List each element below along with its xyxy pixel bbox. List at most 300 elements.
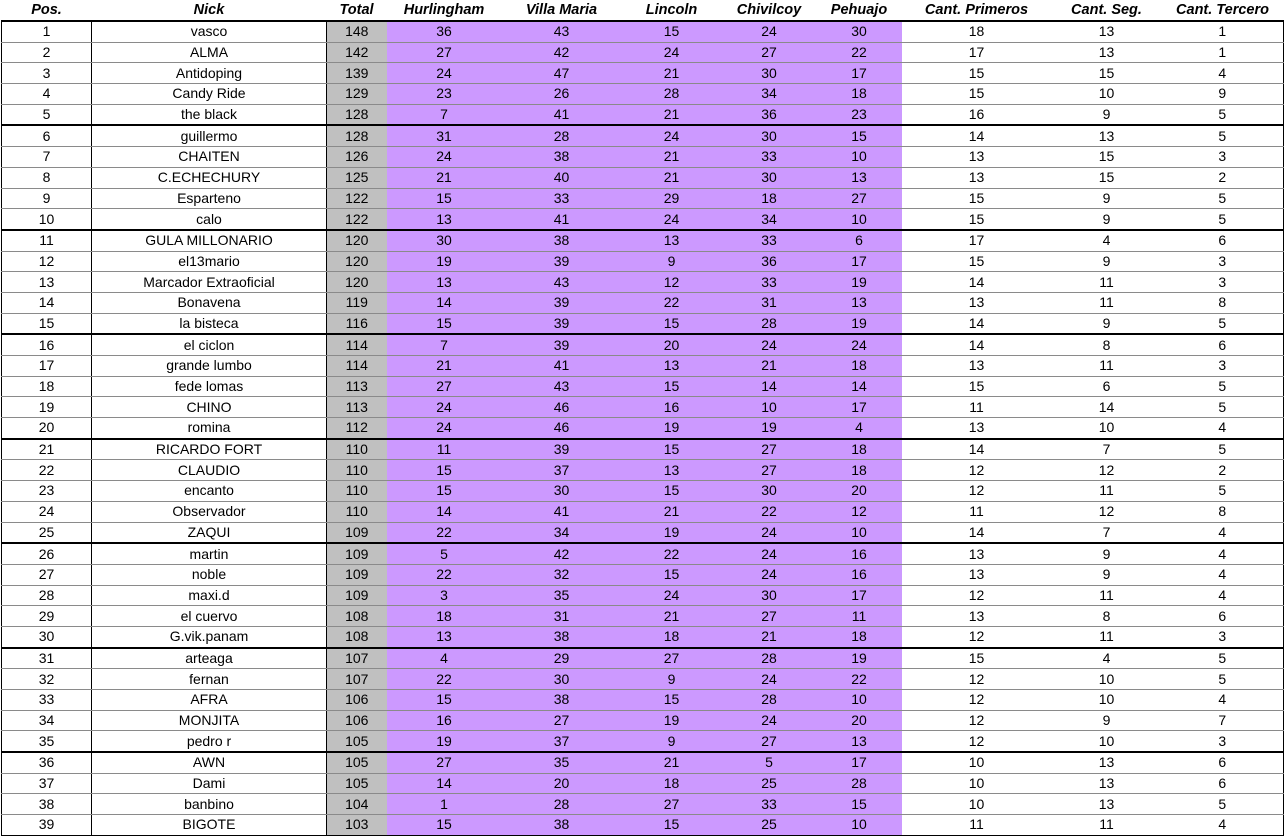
cell-villa-maria: 43 — [502, 272, 622, 293]
cell-cant-tercero: 3 — [1162, 272, 1284, 293]
cell-villa-maria: 46 — [502, 418, 622, 439]
table-row — [2, 690, 1284, 711]
cell-cant-seg: 10 — [1052, 418, 1162, 439]
cell-hurlingham: 13 — [387, 209, 502, 230]
cell-pehuajo: 20 — [817, 481, 902, 502]
cell-nick: vasco — [92, 21, 327, 42]
cell-nick: Observador — [92, 501, 327, 522]
cell-cant-tercero: 7 — [1162, 710, 1284, 731]
cell-villa-maria: 43 — [502, 21, 622, 42]
cell-nick: Dami — [92, 773, 327, 794]
cell-cant-primeros: 12 — [902, 731, 1052, 752]
cell-cant-tercero: 1 — [1162, 42, 1284, 63]
cell-villa-maria: 32 — [502, 564, 622, 585]
table-row — [2, 752, 1284, 773]
cell-cant-primeros: 12 — [902, 585, 1052, 606]
cell-lincoln: 15 — [622, 313, 722, 334]
cell-cant-primeros: 16 — [902, 104, 1052, 125]
cell-chivilcoy: 36 — [722, 251, 817, 272]
cell-cant-seg: 8 — [1052, 334, 1162, 355]
cell-cant-seg: 7 — [1052, 439, 1162, 460]
cell-total: 128 — [327, 104, 387, 125]
cell-hurlingham: 7 — [387, 334, 502, 355]
cell-lincoln: 21 — [622, 752, 722, 773]
cell-villa-maria: 46 — [502, 397, 622, 418]
cell-cant-tercero: 8 — [1162, 292, 1284, 313]
cell-cant-tercero: 4 — [1162, 543, 1284, 564]
cell-cant-primeros: 15 — [902, 188, 1052, 209]
cell-pehuajo: 18 — [817, 84, 902, 105]
cell-pehuajo: 12 — [817, 501, 902, 522]
cell-position: 28 — [2, 585, 92, 606]
cell-villa-maria: 28 — [502, 125, 622, 146]
header-hurlingham: Hurlingham — [387, 0, 502, 21]
cell-cant-seg: 9 — [1052, 104, 1162, 125]
cell-chivilcoy: 24 — [722, 21, 817, 42]
cell-hurlingham: 21 — [387, 167, 502, 188]
table-row — [2, 564, 1284, 585]
cell-total: 105 — [327, 731, 387, 752]
cell-nick: Candy Ride — [92, 84, 327, 105]
cell-nick: pedro r — [92, 731, 327, 752]
cell-nick: RICARDO FORT — [92, 439, 327, 460]
cell-nick: arteaga — [92, 648, 327, 669]
cell-chivilcoy: 27 — [722, 42, 817, 63]
cell-position: 4 — [2, 84, 92, 105]
cell-total: 126 — [327, 147, 387, 168]
cell-villa-maria: 33 — [502, 188, 622, 209]
cell-position: 27 — [2, 564, 92, 585]
cell-chivilcoy: 18 — [722, 188, 817, 209]
cell-pehuajo: 6 — [817, 230, 902, 251]
cell-chivilcoy: 27 — [722, 731, 817, 752]
cell-nick: C.ECHECHURY — [92, 167, 327, 188]
cell-cant-primeros: 15 — [902, 648, 1052, 669]
cell-total: 109 — [327, 543, 387, 564]
cell-cant-seg: 11 — [1052, 481, 1162, 502]
cell-villa-maria: 39 — [502, 334, 622, 355]
cell-cant-tercero: 5 — [1162, 313, 1284, 334]
cell-lincoln: 21 — [622, 104, 722, 125]
cell-villa-maria: 37 — [502, 731, 622, 752]
cell-position: 31 — [2, 648, 92, 669]
cell-villa-maria: 38 — [502, 690, 622, 711]
cell-villa-maria: 38 — [502, 230, 622, 251]
cell-total: 114 — [327, 356, 387, 377]
table-row — [2, 251, 1284, 272]
cell-cant-seg: 10 — [1052, 669, 1162, 690]
cell-total: 110 — [327, 501, 387, 522]
cell-pehuajo: 13 — [817, 292, 902, 313]
cell-position: 1 — [2, 21, 92, 42]
cell-cant-tercero: 5 — [1162, 188, 1284, 209]
cell-cant-primeros: 11 — [902, 397, 1052, 418]
cell-cant-tercero: 5 — [1162, 439, 1284, 460]
cell-lincoln: 18 — [622, 626, 722, 647]
table-row — [2, 272, 1284, 293]
cell-hurlingham: 15 — [387, 188, 502, 209]
cell-chivilcoy: 27 — [722, 606, 817, 627]
cell-total: 103 — [327, 815, 387, 836]
cell-position: 9 — [2, 188, 92, 209]
cell-nick: calo — [92, 209, 327, 230]
cell-cant-tercero: 5 — [1162, 376, 1284, 397]
cell-hurlingham: 13 — [387, 626, 502, 647]
cell-total: 109 — [327, 564, 387, 585]
cell-lincoln: 22 — [622, 292, 722, 313]
cell-hurlingham: 22 — [387, 522, 502, 543]
cell-chivilcoy: 24 — [722, 669, 817, 690]
cell-cant-primeros: 14 — [902, 125, 1052, 146]
cell-nick: CLAUDIO — [92, 460, 327, 481]
cell-cant-tercero: 4 — [1162, 63, 1284, 84]
cell-cant-primeros: 14 — [902, 334, 1052, 355]
cell-cant-seg: 10 — [1052, 84, 1162, 105]
cell-pehuajo: 10 — [817, 147, 902, 168]
cell-villa-maria: 38 — [502, 815, 622, 836]
cell-lincoln: 21 — [622, 147, 722, 168]
cell-position: 2 — [2, 42, 92, 63]
cell-nick: noble — [92, 564, 327, 585]
cell-cant-seg: 15 — [1052, 167, 1162, 188]
cell-pehuajo: 14 — [817, 376, 902, 397]
cell-cant-seg: 13 — [1052, 752, 1162, 773]
cell-cant-seg: 13 — [1052, 125, 1162, 146]
cell-total: 105 — [327, 752, 387, 773]
cell-hurlingham: 19 — [387, 251, 502, 272]
cell-cant-primeros: 14 — [902, 313, 1052, 334]
cell-cant-tercero: 5 — [1162, 104, 1284, 125]
cell-hurlingham: 5 — [387, 543, 502, 564]
cell-cant-tercero: 5 — [1162, 481, 1284, 502]
cell-lincoln: 15 — [622, 564, 722, 585]
cell-hurlingham: 22 — [387, 564, 502, 585]
table-row — [2, 481, 1284, 502]
cell-lincoln: 9 — [622, 731, 722, 752]
cell-cant-tercero: 5 — [1162, 397, 1284, 418]
header-lincoln: Lincoln — [622, 0, 722, 21]
header-cant-seg: Cant. Seg. — [1052, 0, 1162, 21]
cell-villa-maria: 38 — [502, 626, 622, 647]
cell-cant-tercero: 4 — [1162, 690, 1284, 711]
cell-cant-tercero: 6 — [1162, 752, 1284, 773]
cell-hurlingham: 15 — [387, 313, 502, 334]
cell-hurlingham: 11 — [387, 439, 502, 460]
cell-lincoln: 20 — [622, 334, 722, 355]
cell-chivilcoy: 5 — [722, 752, 817, 773]
header-cant-primeros: Cant. Primeros — [902, 0, 1052, 21]
cell-nick: martin — [92, 543, 327, 564]
cell-cant-primeros: 14 — [902, 272, 1052, 293]
cell-villa-maria: 29 — [502, 648, 622, 669]
cell-cant-tercero: 5 — [1162, 669, 1284, 690]
cell-cant-tercero: 5 — [1162, 648, 1284, 669]
cell-position: 6 — [2, 125, 92, 146]
cell-total: 110 — [327, 460, 387, 481]
cell-nick: fede lomas — [92, 376, 327, 397]
cell-cant-primeros: 12 — [902, 481, 1052, 502]
cell-lincoln: 27 — [622, 648, 722, 669]
cell-total: 109 — [327, 585, 387, 606]
cell-chivilcoy: 27 — [722, 460, 817, 481]
cell-cant-primeros: 14 — [902, 522, 1052, 543]
cell-villa-maria: 26 — [502, 84, 622, 105]
cell-cant-tercero: 4 — [1162, 564, 1284, 585]
cell-cant-seg: 9 — [1052, 710, 1162, 731]
cell-hurlingham: 36 — [387, 21, 502, 42]
cell-chivilcoy: 21 — [722, 626, 817, 647]
cell-hurlingham: 7 — [387, 104, 502, 125]
cell-lincoln: 18 — [622, 773, 722, 794]
cell-position: 18 — [2, 376, 92, 397]
cell-pehuajo: 19 — [817, 272, 902, 293]
table-row — [2, 42, 1284, 63]
cell-chivilcoy: 33 — [722, 794, 817, 815]
cell-pehuajo: 28 — [817, 773, 902, 794]
cell-total: 113 — [327, 376, 387, 397]
cell-lincoln: 16 — [622, 397, 722, 418]
cell-position: 26 — [2, 543, 92, 564]
table-row — [2, 84, 1284, 105]
cell-total: 110 — [327, 439, 387, 460]
cell-pehuajo: 16 — [817, 543, 902, 564]
cell-lincoln: 22 — [622, 543, 722, 564]
cell-total: 104 — [327, 794, 387, 815]
cell-hurlingham: 27 — [387, 376, 502, 397]
cell-villa-maria: 28 — [502, 794, 622, 815]
cell-hurlingham: 14 — [387, 773, 502, 794]
cell-pehuajo: 13 — [817, 167, 902, 188]
cell-pehuajo: 10 — [817, 522, 902, 543]
cell-lincoln: 24 — [622, 125, 722, 146]
cell-cant-seg: 9 — [1052, 251, 1162, 272]
cell-villa-maria: 41 — [502, 104, 622, 125]
cell-chivilcoy: 30 — [722, 585, 817, 606]
cell-pehuajo: 15 — [817, 794, 902, 815]
cell-cant-primeros: 12 — [902, 710, 1052, 731]
cell-chivilcoy: 28 — [722, 648, 817, 669]
cell-lincoln: 13 — [622, 356, 722, 377]
cell-cant-tercero: 6 — [1162, 230, 1284, 251]
cell-total: 142 — [327, 42, 387, 63]
cell-hurlingham: 19 — [387, 731, 502, 752]
cell-pehuajo: 10 — [817, 815, 902, 836]
cell-pehuajo: 17 — [817, 752, 902, 773]
cell-lincoln: 12 — [622, 272, 722, 293]
cell-lincoln: 15 — [622, 21, 722, 42]
cell-cant-primeros: 12 — [902, 460, 1052, 481]
cell-total: 109 — [327, 522, 387, 543]
cell-pehuajo: 23 — [817, 104, 902, 125]
cell-villa-maria: 47 — [502, 63, 622, 84]
header-nick: Nick — [92, 0, 327, 21]
cell-position: 14 — [2, 292, 92, 313]
cell-total: 119 — [327, 292, 387, 313]
cell-cant-seg: 15 — [1052, 63, 1162, 84]
cell-lincoln: 21 — [622, 501, 722, 522]
cell-pehuajo: 18 — [817, 439, 902, 460]
cell-hurlingham: 24 — [387, 397, 502, 418]
cell-pehuajo: 22 — [817, 42, 902, 63]
cell-total: 107 — [327, 648, 387, 669]
cell-cant-primeros: 13 — [902, 167, 1052, 188]
cell-cant-seg: 7 — [1052, 522, 1162, 543]
cell-lincoln: 15 — [622, 815, 722, 836]
cell-total: 122 — [327, 209, 387, 230]
cell-hurlingham: 24 — [387, 147, 502, 168]
cell-chivilcoy: 30 — [722, 63, 817, 84]
cell-position: 13 — [2, 272, 92, 293]
cell-hurlingham: 1 — [387, 794, 502, 815]
cell-chivilcoy: 28 — [722, 313, 817, 334]
cell-villa-maria: 42 — [502, 543, 622, 564]
cell-cant-seg: 9 — [1052, 313, 1162, 334]
cell-position: 29 — [2, 606, 92, 627]
table-row — [2, 543, 1284, 564]
cell-nick: fernan — [92, 669, 327, 690]
cell-chivilcoy: 24 — [722, 710, 817, 731]
cell-cant-tercero: 6 — [1162, 334, 1284, 355]
cell-villa-maria: 27 — [502, 710, 622, 731]
cell-nick: GULA MILLONARIO — [92, 230, 327, 251]
cell-total: 106 — [327, 690, 387, 711]
table-row — [2, 188, 1284, 209]
cell-nick: romina — [92, 418, 327, 439]
cell-nick: encanto — [92, 481, 327, 502]
cell-cant-tercero: 5 — [1162, 794, 1284, 815]
cell-hurlingham: 24 — [387, 418, 502, 439]
cell-chivilcoy: 25 — [722, 773, 817, 794]
cell-villa-maria: 30 — [502, 669, 622, 690]
cell-cant-seg: 9 — [1052, 188, 1162, 209]
header-row — [2, 0, 1284, 21]
header-pehuajo: Pehuajo — [817, 0, 902, 21]
cell-cant-primeros: 12 — [902, 690, 1052, 711]
cell-cant-primeros: 12 — [902, 669, 1052, 690]
cell-position: 12 — [2, 251, 92, 272]
header-chivilcoy: Chivilcoy — [722, 0, 817, 21]
header-cant-tercero: Cant. Tercero — [1162, 0, 1284, 21]
cell-villa-maria: 42 — [502, 42, 622, 63]
cell-hurlingham: 15 — [387, 460, 502, 481]
cell-cant-tercero: 5 — [1162, 209, 1284, 230]
table-row — [2, 773, 1284, 794]
cell-lincoln: 24 — [622, 209, 722, 230]
cell-chivilcoy: 30 — [722, 125, 817, 146]
cell-lincoln: 13 — [622, 230, 722, 251]
cell-position: 25 — [2, 522, 92, 543]
cell-lincoln: 9 — [622, 251, 722, 272]
table-row — [2, 460, 1284, 481]
cell-chivilcoy: 14 — [722, 376, 817, 397]
cell-chivilcoy: 22 — [722, 501, 817, 522]
cell-cant-tercero: 9 — [1162, 84, 1284, 105]
cell-pehuajo: 22 — [817, 669, 902, 690]
cell-villa-maria: 34 — [502, 522, 622, 543]
cell-position: 37 — [2, 773, 92, 794]
cell-cant-primeros: 10 — [902, 773, 1052, 794]
cell-cant-primeros: 13 — [902, 292, 1052, 313]
cell-total: 122 — [327, 188, 387, 209]
header-position: Pos. — [2, 0, 92, 21]
cell-cant-tercero: 4 — [1162, 815, 1284, 836]
cell-cant-seg: 6 — [1052, 376, 1162, 397]
cell-cant-primeros: 13 — [902, 418, 1052, 439]
cell-chivilcoy: 30 — [722, 481, 817, 502]
cell-position: 22 — [2, 460, 92, 481]
cell-total: 106 — [327, 710, 387, 731]
cell-nick: guillermo — [92, 125, 327, 146]
cell-cant-seg: 9 — [1052, 543, 1162, 564]
cell-nick: Bonavena — [92, 292, 327, 313]
cell-cant-seg: 9 — [1052, 564, 1162, 585]
cell-hurlingham: 16 — [387, 710, 502, 731]
cell-pehuajo: 18 — [817, 626, 902, 647]
cell-cant-primeros: 15 — [902, 376, 1052, 397]
cell-hurlingham: 27 — [387, 42, 502, 63]
cell-hurlingham: 14 — [387, 292, 502, 313]
cell-hurlingham: 30 — [387, 230, 502, 251]
table-row — [2, 313, 1284, 334]
cell-villa-maria: 20 — [502, 773, 622, 794]
cell-chivilcoy: 24 — [722, 522, 817, 543]
cell-pehuajo: 19 — [817, 313, 902, 334]
cell-villa-maria: 38 — [502, 147, 622, 168]
table-row — [2, 63, 1284, 84]
cell-cant-primeros: 13 — [902, 147, 1052, 168]
table-row — [2, 731, 1284, 752]
cell-cant-seg: 11 — [1052, 585, 1162, 606]
cell-total: 112 — [327, 418, 387, 439]
cell-lincoln: 19 — [622, 710, 722, 731]
cell-cant-primeros: 15 — [902, 63, 1052, 84]
cell-nick: el ciclon — [92, 334, 327, 355]
table-row — [2, 147, 1284, 168]
cell-chivilcoy: 24 — [722, 334, 817, 355]
cell-villa-maria: 39 — [502, 439, 622, 460]
cell-lincoln: 24 — [622, 42, 722, 63]
cell-total: 128 — [327, 125, 387, 146]
cell-total: 107 — [327, 669, 387, 690]
cell-cant-primeros: 10 — [902, 752, 1052, 773]
cell-pehuajo: 17 — [817, 63, 902, 84]
cell-chivilcoy: 28 — [722, 690, 817, 711]
table-row — [2, 334, 1284, 355]
cell-cant-seg: 14 — [1052, 397, 1162, 418]
cell-cant-tercero: 2 — [1162, 460, 1284, 481]
cell-chivilcoy: 21 — [722, 356, 817, 377]
cell-lincoln: 19 — [622, 418, 722, 439]
cell-total: 105 — [327, 773, 387, 794]
table-row — [2, 648, 1284, 669]
cell-nick: the black — [92, 104, 327, 125]
cell-lincoln: 24 — [622, 585, 722, 606]
table-row — [2, 626, 1284, 647]
cell-cant-primeros: 13 — [902, 543, 1052, 564]
cell-hurlingham: 4 — [387, 648, 502, 669]
cell-chivilcoy: 36 — [722, 104, 817, 125]
cell-hurlingham: 15 — [387, 690, 502, 711]
cell-position: 20 — [2, 418, 92, 439]
table-row — [2, 230, 1284, 251]
cell-cant-primeros: 13 — [902, 356, 1052, 377]
cell-position: 35 — [2, 731, 92, 752]
cell-cant-tercero: 5 — [1162, 125, 1284, 146]
cell-lincoln: 21 — [622, 606, 722, 627]
table-row — [2, 669, 1284, 690]
cell-total: 110 — [327, 481, 387, 502]
cell-total: 129 — [327, 84, 387, 105]
